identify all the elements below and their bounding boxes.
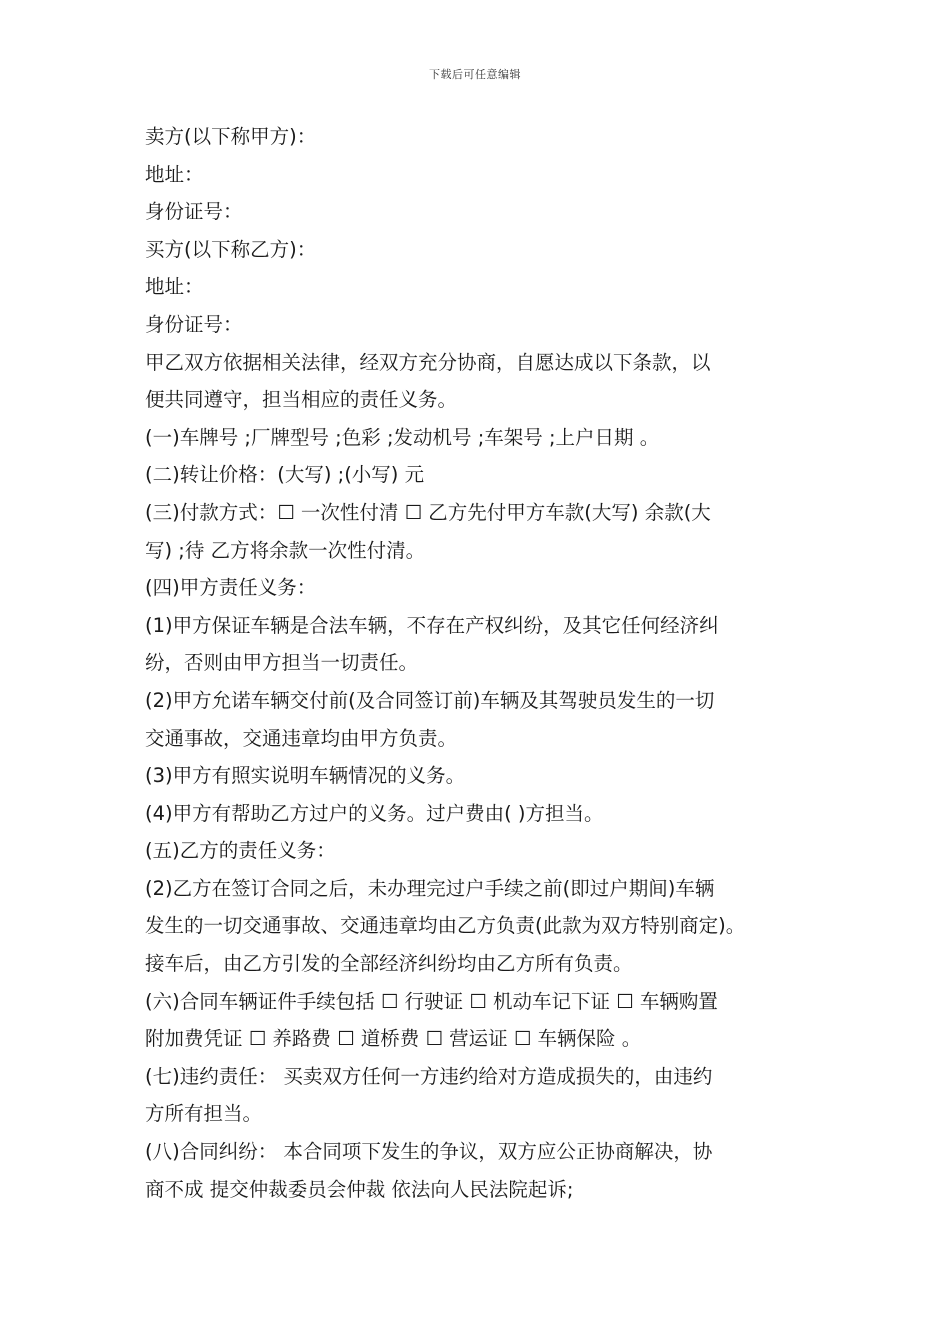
clause-2-price: (二)转让价格：(大写) ;(小写) 元 [145, 463, 425, 487]
buyer-address-line: 地址： [145, 275, 204, 299]
seller-name-line: 卖方(以下称甲方)： [145, 125, 317, 148]
preamble-line-2: 便共同遵守，担当相应的责任义务。 [145, 388, 458, 412]
buyer-id-line: 身份证号： [145, 312, 243, 336]
clause-1-vehicle-info: (一)车牌号 ;厂牌型号 ;色彩 ;发动机号 ;车架号 ;上户日期 。 [145, 425, 660, 449]
seller-address-line: 地址： [145, 162, 204, 186]
clause-5-item-2-line-3: 接车后，由乙方引发的全部经济纠纷均由乙方所有负责。 [145, 952, 633, 976]
header-note: 下载后可任意编辑 [429, 68, 521, 81]
clause-4-item-1-line-2: 纷，否则由甲方担当一切责任。 [145, 651, 419, 675]
clause-8-dispute-line-1: (八)合同纠纷： 本合同项下发生的争议，双方应公正协商解决，协 [145, 1140, 713, 1164]
clause-4-item-2-line-1: (2)甲方允诺车辆交付前(及合同签订前)车辆及其驾驶员发生的一切 [145, 688, 715, 712]
clause-5-item-2-line-2: 发生的一切交通事故、交通违章均由乙方负责(此款为双方特别商定)。 [145, 914, 746, 938]
preamble-line-1: 甲乙双方依据相关法律，经双方充分协商，自愿达成以下条款，以 [145, 350, 711, 374]
contract-body [145, 118, 815, 1208]
clause-6-documents-line-1: (六)合同车辆证件手续包括 ☐ 行驶证 ☐ 机动车记下证 ☐ 车辆购置 [145, 989, 718, 1013]
clause-8-dispute-line-2: 商不成 提交仲裁委员会仲裁 依法向人民法院起诉; [145, 1177, 574, 1201]
clause-4-item-2-line-2: 交通事故，交通违章均由甲方负责。 [145, 726, 458, 750]
clause-4-item-1-line-1: (1)甲方保证车辆是合法车辆，不存在产权纠纷，及其它任何经济纠 [145, 613, 719, 637]
clause-4-item-4: (4)甲方有帮助乙方过户的义务。过户费由( )方担当。 [145, 801, 604, 825]
clause-4-item-3: (3)甲方有照实说明车辆情况的义务。 [145, 764, 466, 788]
clause-5-item-2-line-1: (2)乙方在签订合同之后，未办理完过户手续之前(即过户期间)车辆 [145, 876, 715, 900]
clause-7-liability-line-2: 方所有担当。 [145, 1102, 263, 1126]
clause-3-payment-line-1: (三)付款方式：☐ 一次性付清 ☐ 乙方先付甲方车款(大写) 余款(大 [145, 500, 711, 524]
clause-5-heading: (五)乙方的责任义务： [145, 839, 336, 863]
clause-6-documents-line-2: 附加费凭证 ☐ 养路费 ☐ 道桥费 ☐ 营运证 ☐ 车辆保险 。 [145, 1027, 642, 1051]
seller-id-line: 身份证号： [145, 200, 243, 224]
clause-7-liability-line-1: (七)违约责任： 买卖双方任何一方违约给对方造成损失的，由违约 [145, 1064, 713, 1088]
buyer-name-line: 买方(以下称乙方)： [145, 237, 317, 261]
clause-4-heading: (四)甲方责任义务： [145, 576, 317, 600]
clause-3-payment-line-2: 写) ;待 乙方将余款一次性付清。 [145, 538, 426, 562]
